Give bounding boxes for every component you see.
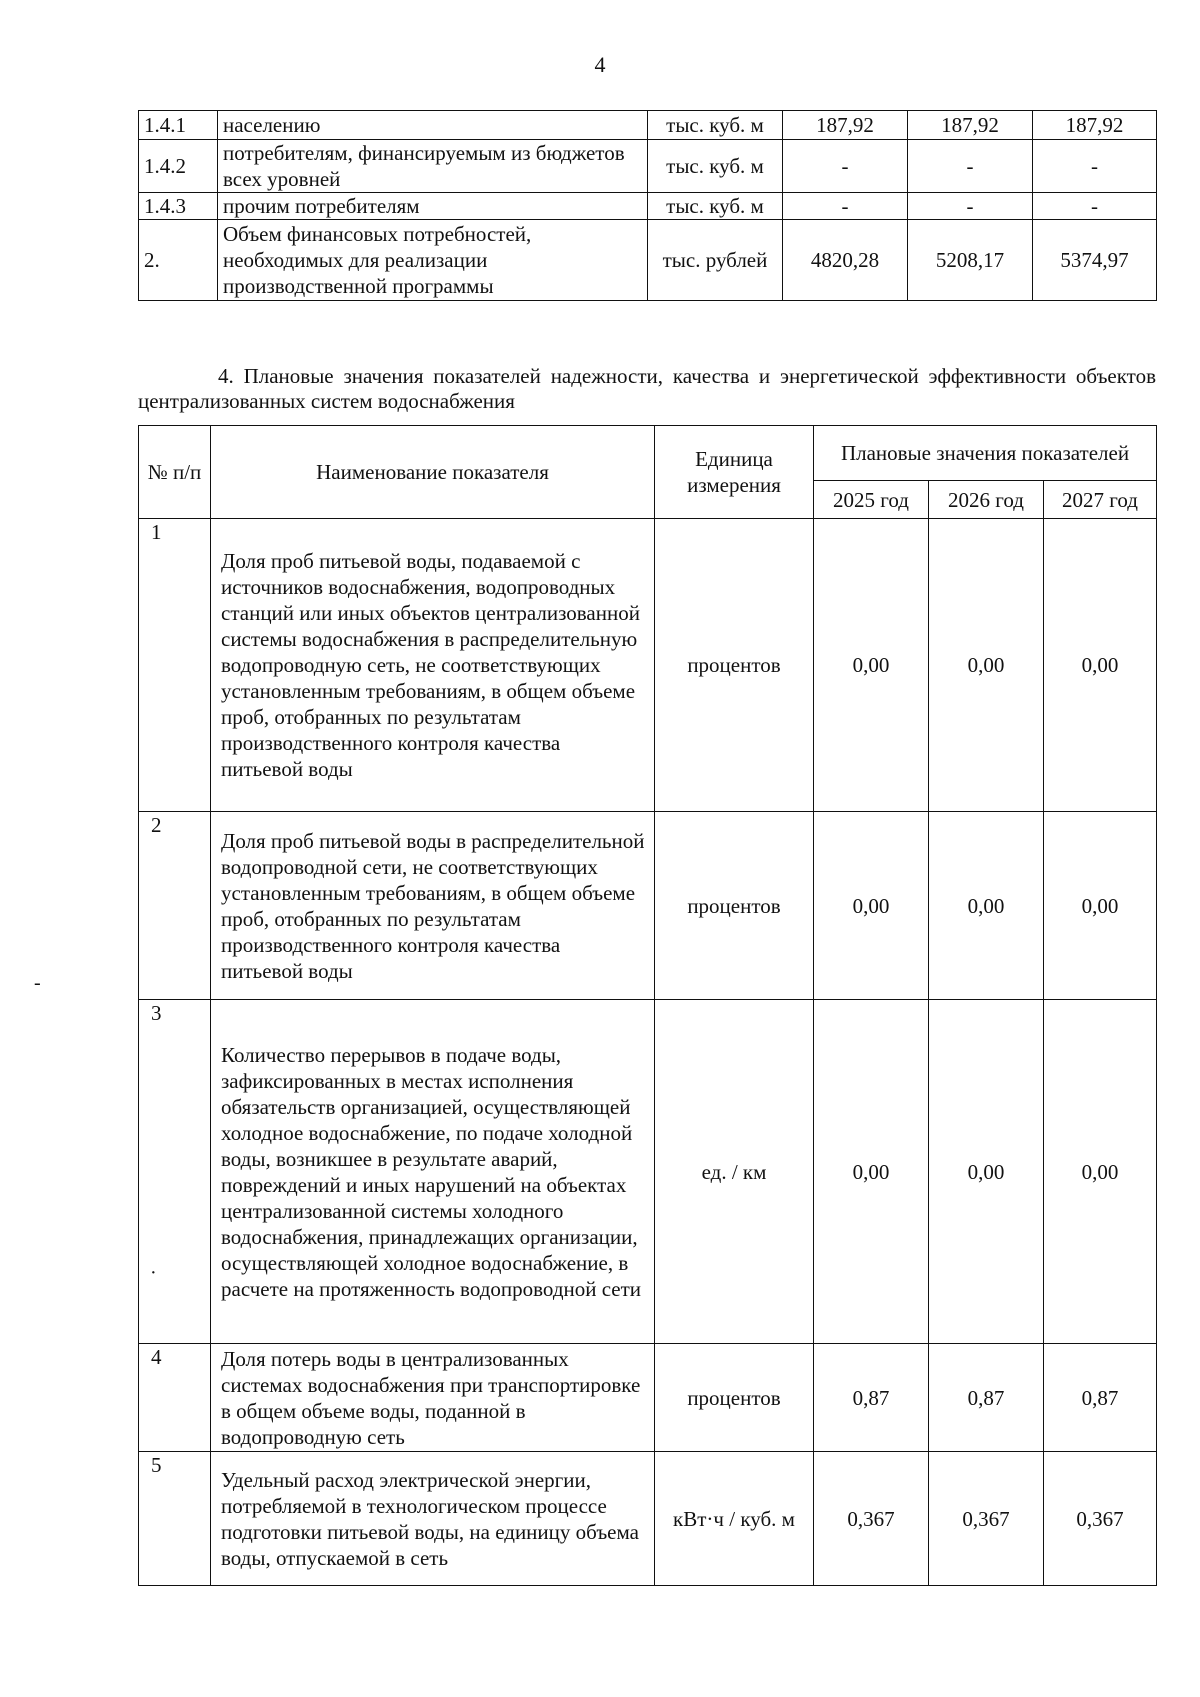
row-name: населению bbox=[218, 111, 648, 140]
row-number: 1.4.3 bbox=[139, 193, 218, 220]
value-2027: 0,00 bbox=[1044, 519, 1157, 812]
table-row bbox=[139, 193, 1157, 220]
financial-volume-table bbox=[138, 110, 1157, 301]
row-number: 3 bbox=[139, 1000, 211, 1344]
header-name: Наименование показателя bbox=[211, 426, 655, 519]
header-planned-values: Плановые значения показателей bbox=[814, 426, 1157, 481]
value-2025: 0,00 bbox=[814, 1000, 929, 1344]
value-2025: 0,367 bbox=[814, 1452, 929, 1586]
value-2027: 5374,97 bbox=[1033, 220, 1157, 301]
table-row bbox=[139, 812, 1157, 1000]
header-unit: Единица измерения bbox=[655, 426, 814, 519]
value-2027: - bbox=[1033, 193, 1157, 220]
row-name: Доля проб питьевой воды, подаваемой с источников водоснабжения, водопроводных станций или иных объектов централизованной системы водоснабжения в распределительную водопроводную сеть, не соответствующих установленным требованиям, в общем объеме проб, отобранных по результатам производственного контроля качества питьевой воды bbox=[211, 519, 655, 812]
value-2025: 187,92 bbox=[783, 111, 908, 140]
scan-dot-mark: · bbox=[150, 1262, 157, 1284]
row-number: 1 bbox=[139, 519, 211, 812]
value-2026: 0,00 bbox=[929, 1000, 1044, 1344]
page-number: 4 bbox=[594, 52, 606, 77]
value-2027: 0,367 bbox=[1044, 1452, 1157, 1586]
row-number: 1.4.1 bbox=[139, 111, 218, 140]
row-unit: процентов bbox=[655, 1344, 814, 1452]
row-name: Количество перерывов в подаче воды, зафиксированных в местах исполнения обязательств организацией, осуществляющей холодное водоснабжение, по подаче холодной воды, возникшее в результате аварий, повреждений и иных нарушений на объектах централизованной системы холодного водоснабжения, принадлежащих организации, осуществляющей холодное водоснабжение, в расчете на протяженность водопроводной сети bbox=[211, 1000, 655, 1344]
row-unit: процентов bbox=[655, 519, 814, 812]
row-name: Объем финансовых потребностей, необходимых для реализации производственной программы bbox=[218, 220, 648, 301]
indicators-table bbox=[138, 425, 1157, 1586]
value-2027: 0,87 bbox=[1044, 1344, 1157, 1452]
value-2027: 0,00 bbox=[1044, 812, 1157, 1000]
value-2027: - bbox=[1033, 140, 1157, 193]
value-2025: - bbox=[783, 193, 908, 220]
table-row bbox=[139, 140, 1157, 193]
header-year-2027: 2027 год bbox=[1044, 481, 1157, 519]
table-row bbox=[139, 111, 1157, 140]
row-unit: тыс. куб. м bbox=[648, 111, 783, 140]
row-number: 4 bbox=[139, 1344, 211, 1452]
section-title: 4. Плановые значения показателей надежности, качества и энергетической эффективности объектов централизованных систем водоснабжения bbox=[138, 364, 1156, 413]
row-unit: ед. / км bbox=[655, 1000, 814, 1344]
header-year-2026: 2026 год bbox=[929, 481, 1044, 519]
value-2027: 0,00 bbox=[1044, 1000, 1157, 1344]
row-number: 2. bbox=[139, 220, 218, 301]
value-2025: 0,87 bbox=[814, 1344, 929, 1452]
row-name: прочим потребителям bbox=[218, 193, 648, 220]
row-unit: кВт·ч / куб. м bbox=[655, 1452, 814, 1586]
value-2026: - bbox=[908, 193, 1033, 220]
table-row bbox=[139, 519, 1157, 812]
table-row bbox=[139, 1344, 1157, 1452]
value-2025: 0,00 bbox=[814, 812, 929, 1000]
value-2026: 0,87 bbox=[929, 1344, 1044, 1452]
row-name: Доля проб питьевой воды в распределительной водопроводной сети, не соответствующих установленным требованиям, в общем объеме проб, отобранных по результатам производственного контроля качества питьевой воды bbox=[211, 812, 655, 1000]
header-number: № п/п bbox=[139, 426, 211, 519]
row-unit: тыс. куб. м bbox=[648, 140, 783, 193]
row-unit: процентов bbox=[655, 812, 814, 1000]
value-2027: 187,92 bbox=[1033, 111, 1157, 140]
row-name: Доля потерь воды в централизованных системах водоснабжения при транспортировке в общем объеме воды, поданной в водопроводную сеть bbox=[211, 1344, 655, 1452]
value-2025: 4820,28 bbox=[783, 220, 908, 301]
table-header-row bbox=[139, 426, 1157, 481]
row-unit: тыс. рублей bbox=[648, 220, 783, 301]
table-row bbox=[139, 1452, 1157, 1586]
value-2025: 0,00 bbox=[814, 519, 929, 812]
value-2026: 0,367 bbox=[929, 1452, 1044, 1586]
row-number: 1.4.2 bbox=[139, 140, 218, 193]
table-row bbox=[139, 1000, 1157, 1344]
row-number: 2 bbox=[139, 812, 211, 1000]
row-number: 5 bbox=[139, 1452, 211, 1586]
scan-dash-mark: - bbox=[34, 972, 41, 994]
value-2026: 5208,17 bbox=[908, 220, 1033, 301]
value-2026: 0,00 bbox=[929, 812, 1044, 1000]
value-2026: 187,92 bbox=[908, 111, 1033, 140]
header-year-2025: 2025 год bbox=[814, 481, 929, 519]
row-name: потребителям, финансируемым из бюджетов всех уровней bbox=[218, 140, 648, 193]
value-2025: - bbox=[783, 140, 908, 193]
value-2026: - bbox=[908, 140, 1033, 193]
row-name: Удельный расход электрической энергии, потребляемой в технологическом процессе подготовки питьевой воды, на единицу объема воды, отпускаемой в сеть bbox=[211, 1452, 655, 1586]
table-row bbox=[139, 220, 1157, 301]
row-unit: тыс. куб. м bbox=[648, 193, 783, 220]
value-2026: 0,00 bbox=[929, 519, 1044, 812]
